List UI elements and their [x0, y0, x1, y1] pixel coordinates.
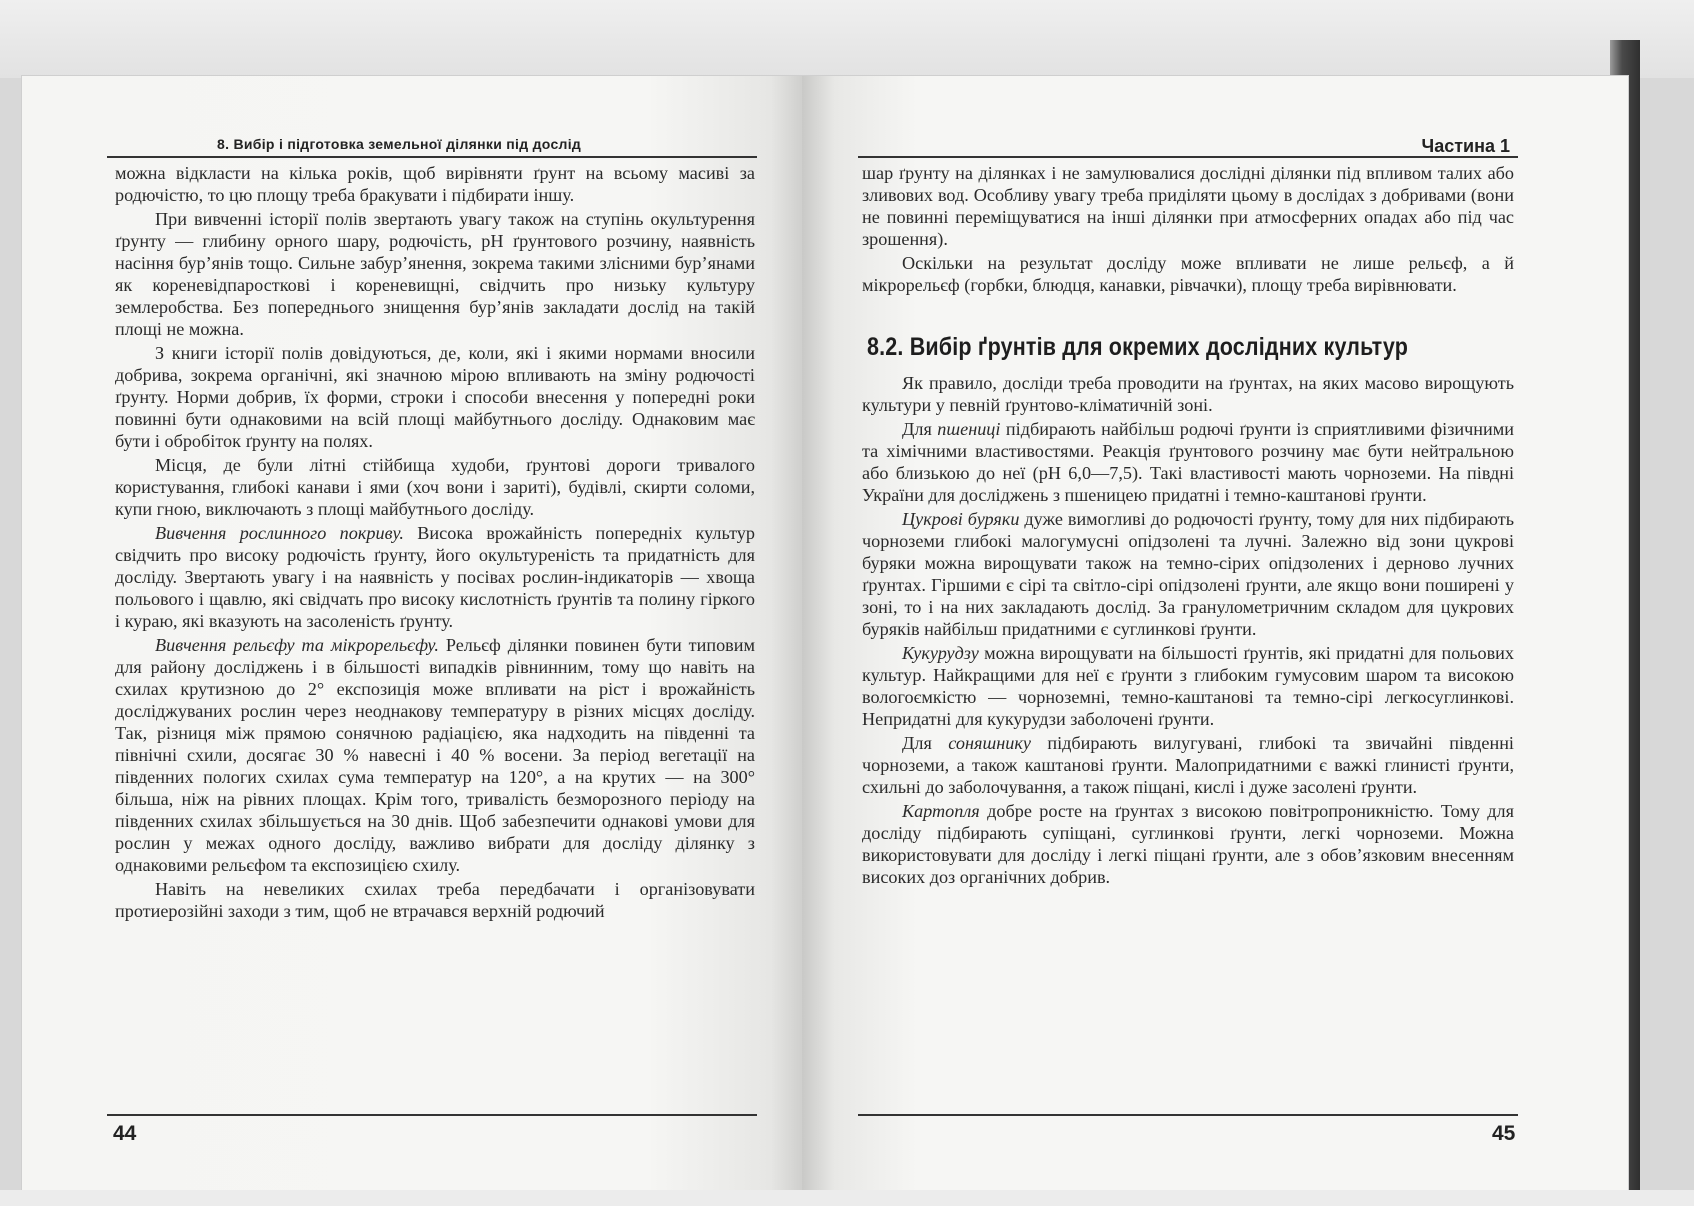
- right-paragraph-8-text: добре росте на ґрунтах з високою повітропроникністю. Тому для досліду підбирають супіщані, суглинкові ґрунти, легкі чорноземи. Можна використовувати для досліду і легкі піщані ґрунти, але з обов’язковим внесенням високих доз органічних добрив.: [862, 801, 1514, 887]
- right-paragraph-4-text: підбирають найбільш родючі ґрунти із сприятливими фізичними та хімічними властивостями. Реакція ґрунтового розчину має бути нейтральною або близькою до неї (pH 6,0—7,5). Такі властивості мають чорноземи. На півдні України для досліджень з пшеницею придатні і темно-каштанові ґрунти.: [862, 419, 1514, 505]
- left-paragraph-1: можна відкласти на кілька років, щоб вирівняти ґрунт на всьому масиві за родючістю, то цю площу треба бракувати і підбирати іншу.: [115, 163, 755, 205]
- right-header-rule: [858, 156, 1518, 158]
- left-paragraph-2: При вивченні історії полів звертають увагу також на ступінь окультурення ґрунту — глибину орного шару, родючість, pH ґрунтового розчину, наявність насіння бур’янів тощо. Сильне забур’янення, зокрема такими злісними бур’янами як кореневідпаросткові і кореневищні, свідчить про низьку культуру землеробства. Без попереднього знищення бур’янів закладати дослід на такій площі не можна.: [115, 209, 755, 339]
- right-paragraph-2: Оскільки на результат досліду може впливати не лише рельєф, а й мікрорельєф (горбки, блюдця, канавки, рівчачки), площу треба вирівнювати.: [862, 253, 1514, 295]
- left-page: [22, 76, 802, 1192]
- right-paragraph-6: [862, 642, 1514, 730]
- right-footer-rule: [858, 1114, 1518, 1116]
- section-heading: 8.2. Вибір ґрунтів для окремих дослідних культур: [867, 333, 1409, 361]
- left-page-body: [115, 162, 755, 922]
- left-paragraph-3: З книги історії полів довідуються, де, коли, які і якими нормами вносили добрива, зокрема органічні, які значною мірою впливають на зміну родючості ґрунту. Норми добрив, їх форми, строки і способи внесення у попередні роки повинні бути однаковими на всій площі майбутнього досліду. Однаковим має бути і обробіток ґрунту на полях.: [115, 343, 755, 451]
- left-paragraph-4: Місця, де були літні стійбища худоби, ґрунтові дороги тривалого користування, глибокі канави і ями (хоч вони і зариті), будівлі, скирти соломи, купи гною, виключають з площі майбутнього досліду.: [115, 455, 755, 519]
- right-paragraph-3: Як правило, досліди треба проводити на ґрунтах, на яких масово вирощують культури у певній ґрунтово-кліматичній зоні.: [862, 373, 1514, 415]
- right-page-number: 45: [1492, 1122, 1516, 1145]
- left-paragraph-5-text: Висока врожайність попередніх культур свідчить про високу родючість ґрунту, його окультуреність та придатність для досліду. Звертають увагу і на наявність у посівах рослин-індикаторів — хвоща польового і щавлю, які свідчать про високу кислотність ґрунтів та полину гіркого і кураю, які вказують на засоленість ґрунту.: [115, 523, 755, 631]
- right-paragraph-4-lead: пшениці: [937, 419, 1001, 439]
- right-paragraph-5-text: дуже вимогливі до родючості ґрунту, тому для них підбирають чорноземи глибокі малогумусні опідзолені та лучні. Залежно від зони цукрові буряки можна вирощувати також на темно-сірих опідзолених і дерново лучних ґрунтах. Гіршими є сірі та світло-сірі опідзолені ґрунти, але якщо вони поширені у зоні, то і на них закладають дослід. За гранулометричним складом для цукрових буряків найбільш придатними є суглинкові ґрунти.: [862, 509, 1515, 639]
- right-paragraph-7-lead: соняшнику: [948, 733, 1031, 753]
- left-paragraph-5-lead: Вивчення рослинного покриву.: [155, 523, 404, 543]
- right-page-area: [802, 76, 1628, 1192]
- left-header-rule: [107, 156, 757, 158]
- right-paragraph-7-text: підбирають вилугувані, глибокі та звичайні південні чорноземи, а також каштанові ґрунти. Малопридатними є важкі глинисті ґрунти, схильні до заболочування, а також піщані, кислі і дуже засолені ґрунти.: [862, 733, 1514, 797]
- right-paragraph-1: шар ґрунту на ділянках і не замулювалися дослідні ділянки під впливом талих або зливових вод. Особливу увагу треба приділяти цьому в дослідах з добривами (вони не повинні переміщуватися на інші ділянки при атмосферних опадах або під час зрошення).: [862, 163, 1514, 249]
- right-paragraph-6-text: можна вирощувати на більшості ґрунтів, які придатні для польових культур. Найкращими для неї є ґрунти з глибоким гумусовим шаром та високою вологоємкістю — чорноземні, темно-каштанові та темно-сірі легкосуглинкові. Непридатні для кукурудзи заболочені ґрунти.: [862, 643, 1514, 729]
- right-page-body: [862, 162, 1514, 888]
- left-paragraph-7: Навіть на невеликих схилах треба передбачати і організовувати протиерозійні заходи з тим, щоб не втрачався верхній родючий: [115, 879, 755, 921]
- right-paragraph-5-lead: Цукрові буряки: [902, 509, 1020, 529]
- right-paragraph-5: [862, 508, 1514, 640]
- left-paragraph-6-text: Рельєф ділянки повинен бути типовим для району досліджень і в більшості випадків рівнинним, тому що навіть на схилах крутизною до 2° експозиція може впливати на ріст і врожайність досліджуваних рослин через неоднакову температуру в різних місцях досліду. Так, різниця між прямою сонячною радіацією, яка надходить на південні та північні схили, досягає 30 % навесні і 40 % восени. За період вегетації на південних пологих схилах сума температур на 120°, а на крутих — на 300° більша, ніж на рівних площах. Крім того, тривалість безморозного періоду на південних схилах збільшується на 30 днів. Щоб забезпечити однакові умови для рослин у межах одного досліду, важливо вибрати для досліду ділянку з однаковими рельєфом та експозицією схилу.: [115, 635, 755, 875]
- right-paragraph-6-lead: Кукурудзу: [902, 643, 979, 663]
- right-paragraph-7-pre: Для: [902, 733, 949, 753]
- left-footer-rule: [107, 1114, 757, 1116]
- right-paragraph-8: [862, 800, 1514, 888]
- right-paragraph-4-pre: Для: [902, 419, 938, 439]
- right-paragraph-7: [862, 732, 1514, 798]
- right-paragraph-4: [862, 418, 1514, 506]
- scanner-background: [0, 0, 1694, 78]
- left-paragraph-5: [115, 522, 755, 632]
- left-page-number: 44: [113, 1122, 137, 1145]
- scanner-bottom-edge: [0, 1190, 1694, 1206]
- right-running-head: Частина 1: [1421, 136, 1510, 156]
- right-paragraph-8-lead: Картопля: [902, 801, 980, 821]
- left-running-head: 8. Вибір і підготовка земельної ділянки під дослід: [217, 136, 582, 152]
- left-paragraph-6-lead: Вивчення рельєфу та мікрорельєфу.: [155, 635, 439, 655]
- left-paragraph-6: [115, 634, 755, 876]
